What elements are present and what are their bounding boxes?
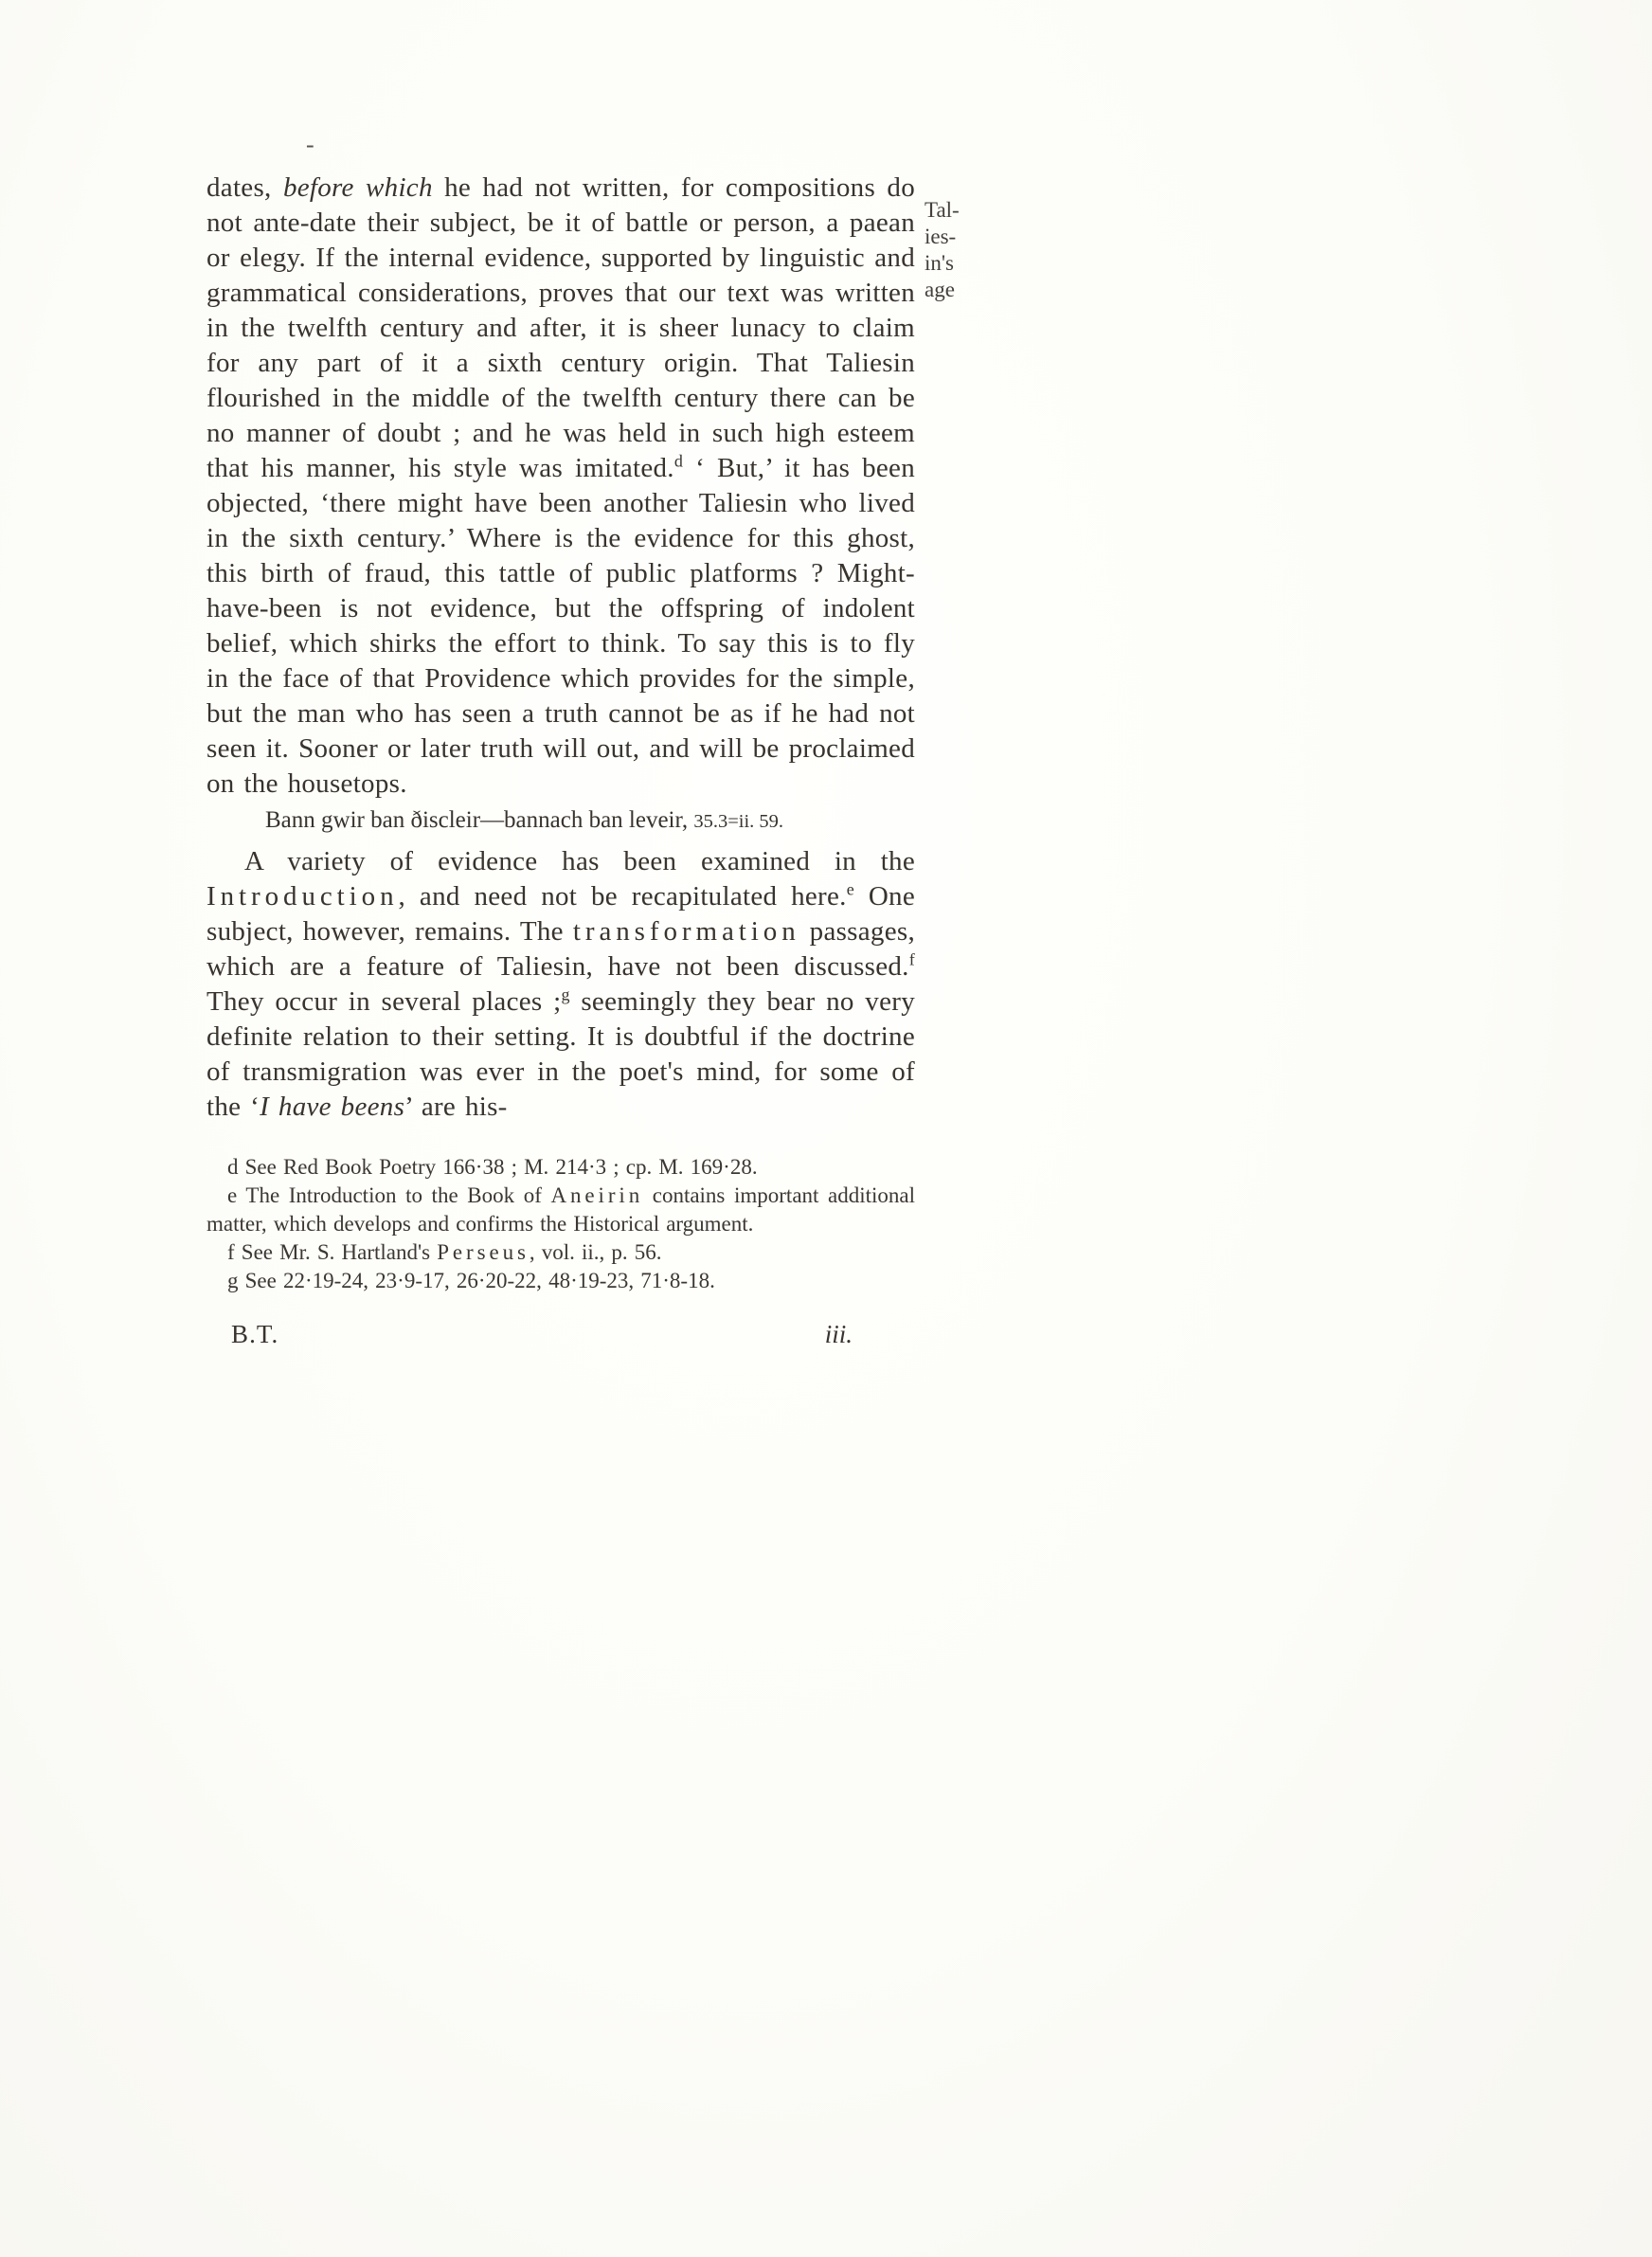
text-block: [206, 171, 915, 1349]
paragraph-variety-of-evidence: A variety of evidence has been examined in the Introduction, and need not be recapitulated here.$^e$ One subject, however, remains. The transformation passages, which are a feature of Taliesin, have not been discussed.$^f$ They occur in several places ;$^g$ seemingly they bear no very definite relation to their setting. It is doubtful if the doctrine of transmigration was ever in the poet's mind, for some of the ‘I have beens’ are his-: [206, 846, 916, 1122]
margin-note-line: Tal-: [925, 198, 960, 222]
footnotes: [206, 1153, 915, 1295]
page-footer: [206, 1320, 915, 1349]
paragraph-dates: dates, before which he had not written, for compositions do not ante-date their subject, be it of battle or person, a paean or elegy. If the internal evidence, supported by linguistic and grammatical considerations, proves that our text was written in the twelfth century and after, it is sheer lunacy to claim for any part of it a sixth century origin. That Taliesin flourished in the middle of the twelfth century there can be no manner of doubt ; and he was held in such high esteem that his manner, his style was imitated.$^d$ ‘ But,’ it has been objected, ‘there might have been another Taliesin who lived in the sixth century.’ Where is the evidence for this ghost, this birth of fraud, this tattle of public platforms ? Might-have-been is not evidence, but the offspring of indolent belief, which shirks the effort to think. To say this is to fly in the face of that Providence which provides for the simple, but the man who has seen a truth cannot be as if he had not seen it. Sooner or later truth will out, and will be proclaimed on the housetops.: [206, 172, 916, 799]
stray-scan-mark: -: [306, 131, 314, 158]
footnote-d: d See Red Book Poetry 166·38 ; M. 214·3 ; cp. M. 169·28.: [227, 1155, 758, 1179]
page-number: iii.: [824, 1320, 853, 1348]
footnote-f: f See Mr. S. Hartland's Perseus, vol. ii., p. 56.: [227, 1240, 662, 1264]
margin-note-line: in's: [925, 251, 954, 275]
verse-quotation: Bann gwir ban ðiscleir—bannach ban leveir, 35.3=ii. 59.: [265, 807, 784, 833]
signature-mark: B.T.: [231, 1320, 279, 1348]
footnote-g: g See 22·19-24, 23·9-17, 26·20-22, 48·19-23, 71·8-18.: [227, 1269, 715, 1292]
footnote-e: e The Introduction to the Book of Aneirin contains important additional matter, which develops and confirms the Historical argument.: [206, 1183, 915, 1236]
margin-note: [925, 197, 1010, 303]
margin-note-line: age: [925, 278, 955, 301]
margin-note-line: ies-: [925, 225, 957, 248]
